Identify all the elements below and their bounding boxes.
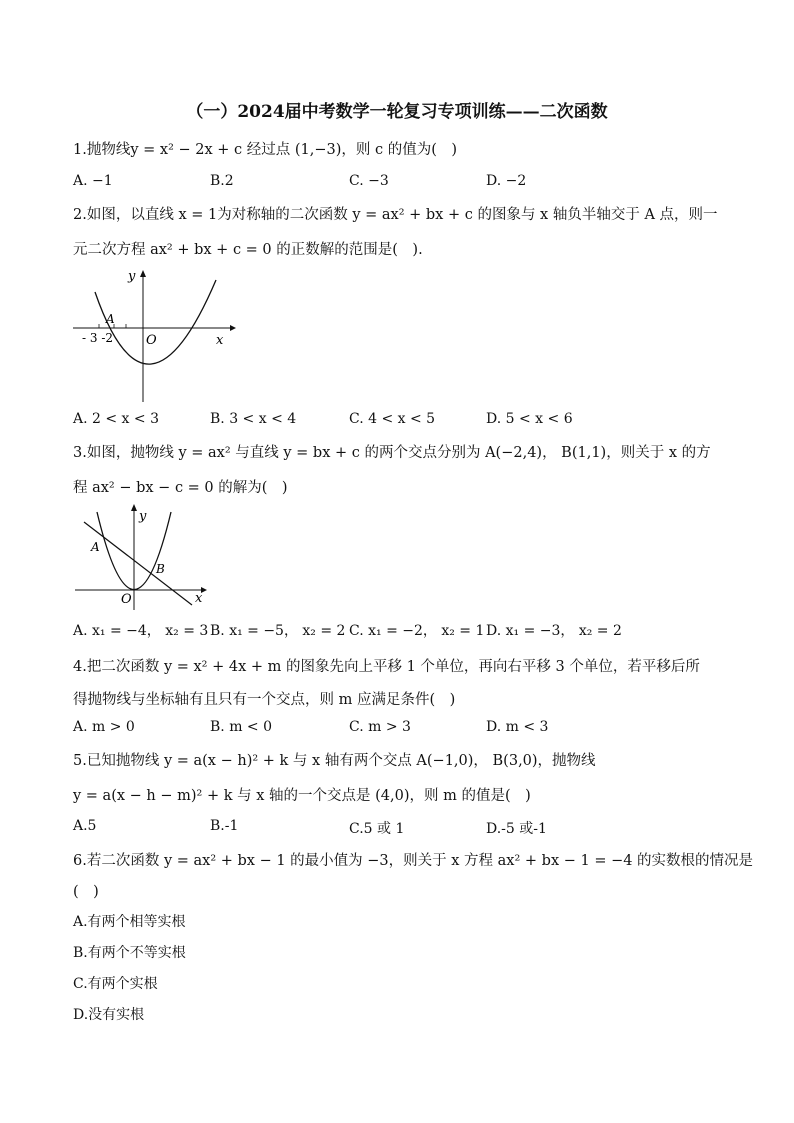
q5-option-d: D.-5 或-1 (486, 821, 547, 837)
q4-option-d: D. m < 3 (486, 719, 549, 735)
point-b-label: B (156, 562, 165, 576)
q1-option-d: D. −2 (486, 173, 527, 189)
y-axis-label: y (128, 269, 136, 284)
page-title: （一）2024届中考数学一轮复习专项训练——二次函数 (186, 102, 608, 122)
question-3-stem-line-2: 程 ax² − bx − c = 0 的解为( ) (73, 480, 288, 496)
q1-option-b: B.2 (210, 173, 234, 189)
q3-option-c: C. x₁ = −2， x₂ = 1 (349, 623, 485, 639)
question-4-stem-line-2: 得抛物线与坐标轴有且只有一个交点，则 m 应满足条件( ) (73, 692, 456, 708)
origin-label: O (146, 333, 157, 348)
q5-option-b: B.-1 (210, 818, 239, 834)
y-axis-arrow (131, 504, 137, 511)
question-6-stem-line-1: 6.若二次函数 y = ax² + bx − 1 的最小值为 −3，则关于 x 方程 ax² + bx − 1 = −4 的实数根的情况是 (73, 853, 754, 869)
question-5-stem-line-2: y = a(x − h − m)² + k 与 x 轴的一个交点是 (4,0)，则 m 的值是( ) (73, 788, 531, 804)
q5-option-a: A.5 (73, 818, 97, 834)
question-2-figure (70, 262, 235, 407)
q2-option-c: C. 4 < x < 5 (349, 411, 436, 427)
q3-option-b: B. x₁ = −5， x₂ = 2 (210, 623, 346, 639)
question-2-stem-line-1: 2.如图，以直线 x = 1为对称轴的二次函数 y = ax² + bx + c 的图象与 x 轴负半轴交于 A 点，则一 (73, 207, 718, 223)
q4-option-a: A. m > 0 (73, 719, 135, 735)
question-3-figure (70, 502, 210, 614)
q1-option-c: C. −3 (349, 173, 389, 189)
x-axis-arrow (230, 325, 236, 331)
y-axis-label: y (139, 509, 147, 524)
tick-labels: - 3 -2 (82, 331, 114, 345)
question-3-stem-line-1: 3.如图，抛物线 y = ax² 与直线 y = bx + c 的两个交点分别为 A(−2,4)， B(1,1)，则关于 x 的方 (73, 445, 711, 461)
question-6-stem-line-2: ( ) (73, 884, 99, 900)
q6-option-a: A.有两个相等实根 (73, 914, 186, 930)
q6-option-b: B.有两个不等实根 (73, 945, 186, 961)
q5-option-c: C.5 或 1 (349, 821, 405, 837)
q2-option-b: B. 3 < x < 4 (210, 411, 297, 427)
q2-option-d: D. 5 < x < 6 (486, 411, 573, 427)
question-4-stem-line-1: 4.把二次函数 y = x² + 4x + m 的图象先向上平移 1 个单位，再向右平移 3 个单位，若平移后所 (73, 659, 700, 675)
q1-option-a: A. −1 (73, 173, 113, 189)
point-a-label: A (106, 312, 115, 326)
line (84, 522, 192, 605)
origin-label: O (121, 592, 132, 607)
q3-option-d: D. x₁ = −3， x₂ = 2 (486, 623, 622, 639)
q2-option-a: A. 2 < x < 3 (73, 411, 159, 427)
q4-option-c: C. m > 3 (349, 719, 411, 735)
q6-option-c: C.有两个实根 (73, 976, 158, 992)
question-1-stem: 1.抛物线y = x² − 2x + c 经过点 (1,−3)，则 c 的值为( ) (73, 142, 458, 158)
question-5-stem-line-1: 5.已知抛物线 y = a(x − h)² + k 与 x 轴有两个交点 A(−1,0)， B(3,0)，抛物线 (73, 753, 596, 769)
x-axis-label: x (195, 591, 203, 606)
q6-option-d: D.没有实根 (73, 1007, 145, 1023)
y-axis-arrow (140, 270, 146, 277)
x-axis-label: x (216, 333, 224, 348)
q3-option-a: A. x₁ = −4， x₂ = 3 (73, 623, 209, 639)
question-2-stem-line-2: 元二次方程 ax² + bx + c = 0 的正数解的范围是( ). (73, 242, 423, 258)
q4-option-b: B. m < 0 (210, 719, 273, 735)
point-a-label: A (91, 540, 100, 554)
